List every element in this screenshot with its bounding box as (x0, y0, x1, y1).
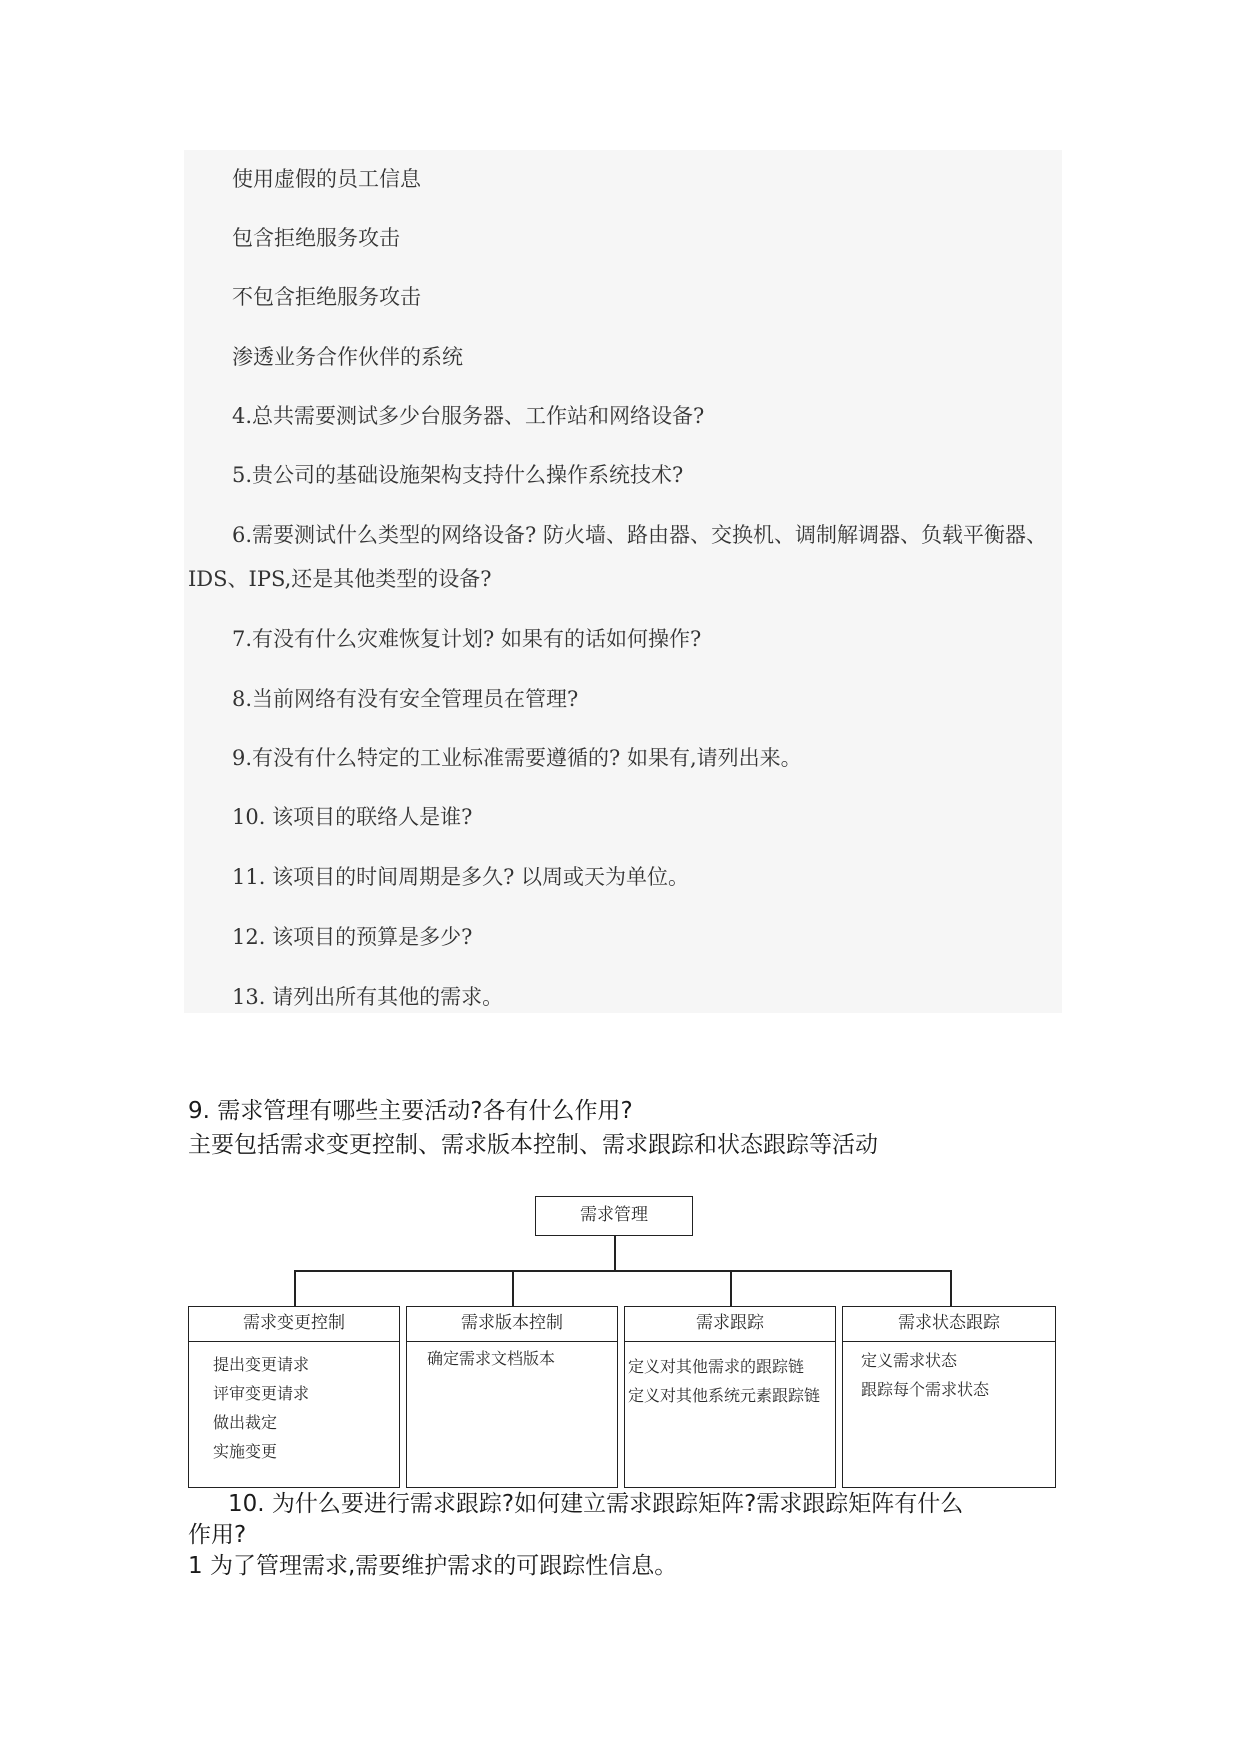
diagram-box-item: 提出变更请求 (213, 1355, 310, 1374)
section-10-heading-cont: 作用? (188, 1522, 247, 1548)
shaded-line: 12. 该项目的预算是多少? (232, 925, 473, 949)
diagram-box-item: 定义对其他系统元素跟踪链 (628, 1386, 821, 1405)
diagram-box-item: 评审变更请求 (213, 1384, 310, 1403)
shaded-line: 9.有没有什么特定的工业标准需要遵循的? 如果有,请列出来。 (232, 746, 802, 770)
connector-col-1 (294, 1270, 296, 1306)
connector-horizontal (294, 1270, 951, 1272)
diagram-box-version-control (406, 1306, 618, 1488)
connector-col-4 (950, 1270, 952, 1306)
shaded-line: 10. 该项目的联络人是谁? (232, 805, 473, 829)
section-9-heading: 9. 需求管理有哪些主要活动?各有什么作用? (188, 1098, 633, 1124)
shaded-line: 6.需要测试什么类型的网络设备? 防火墙、路由器、交换机、调制解调器、负载平衡器、 (232, 523, 1047, 547)
shaded-line: 4.总共需要测试多少台服务器、工作站和网络设备? (232, 404, 705, 428)
shaded-line: IDS、IPS,还是其他类型的设备? (188, 567, 492, 591)
diagram-box-title: 需求变更控制 (189, 1307, 399, 1342)
shaded-line: 包含拒绝服务攻击 (232, 226, 400, 250)
diagram-box-item: 实施变更 (213, 1442, 278, 1461)
shaded-line: 使用虚假的员工信息 (232, 167, 421, 191)
shaded-line: 不包含拒绝服务攻击 (232, 285, 421, 309)
diagram-box-item: 定义对其他需求的跟踪链 (628, 1357, 805, 1376)
diagram-box-status-tracking (842, 1306, 1056, 1488)
shaded-line: 11. 该项目的时间周期是多久? 以周或天为单位。 (232, 865, 690, 889)
connector-col-2 (512, 1270, 514, 1306)
shaded-line: 7.有没有什么灾难恢复计划? 如果有的话如何操作? (232, 627, 702, 651)
shaded-line: 渗透业务合作伙伴的系统 (232, 345, 463, 369)
shaded-line: 13. 请列出所有其他的需求。 (232, 985, 504, 1009)
section-9-body: 主要包括需求变更控制、需求版本控制、需求跟踪和状态跟踪等活动 (188, 1132, 878, 1158)
diagram-box-item: 确定需求文档版本 (427, 1349, 556, 1368)
diagram-box-title: 需求版本控制 (407, 1307, 617, 1342)
diagram-root-box: 需求管理 (535, 1196, 693, 1236)
diagram-box-item: 跟踪每个需求状态 (861, 1380, 990, 1399)
shaded-line: 8.当前网络有没有安全管理员在管理? (232, 687, 579, 711)
diagram-box-item: 做出裁定 (213, 1413, 278, 1432)
diagram-box-title: 需求状态跟踪 (843, 1307, 1055, 1342)
shaded-line: 5.贵公司的基础设施架构支持什么操作系统技术? (232, 463, 684, 487)
section-10-body: 1 为了管理需求,需要维护需求的可跟踪性信息。 (188, 1553, 678, 1579)
diagram-box-tracing (624, 1306, 836, 1488)
section-10-heading: 10. 为什么要进行需求跟踪?如何建立需求跟踪矩阵?需求跟踪矩阵有什么 (228, 1491, 964, 1517)
connector-col-3 (730, 1270, 732, 1306)
diagram-box-change-control (188, 1306, 400, 1488)
diagram-box-title: 需求跟踪 (625, 1307, 835, 1342)
connector-root-vertical (614, 1236, 616, 1270)
diagram-box-item: 定义需求状态 (861, 1351, 958, 1370)
